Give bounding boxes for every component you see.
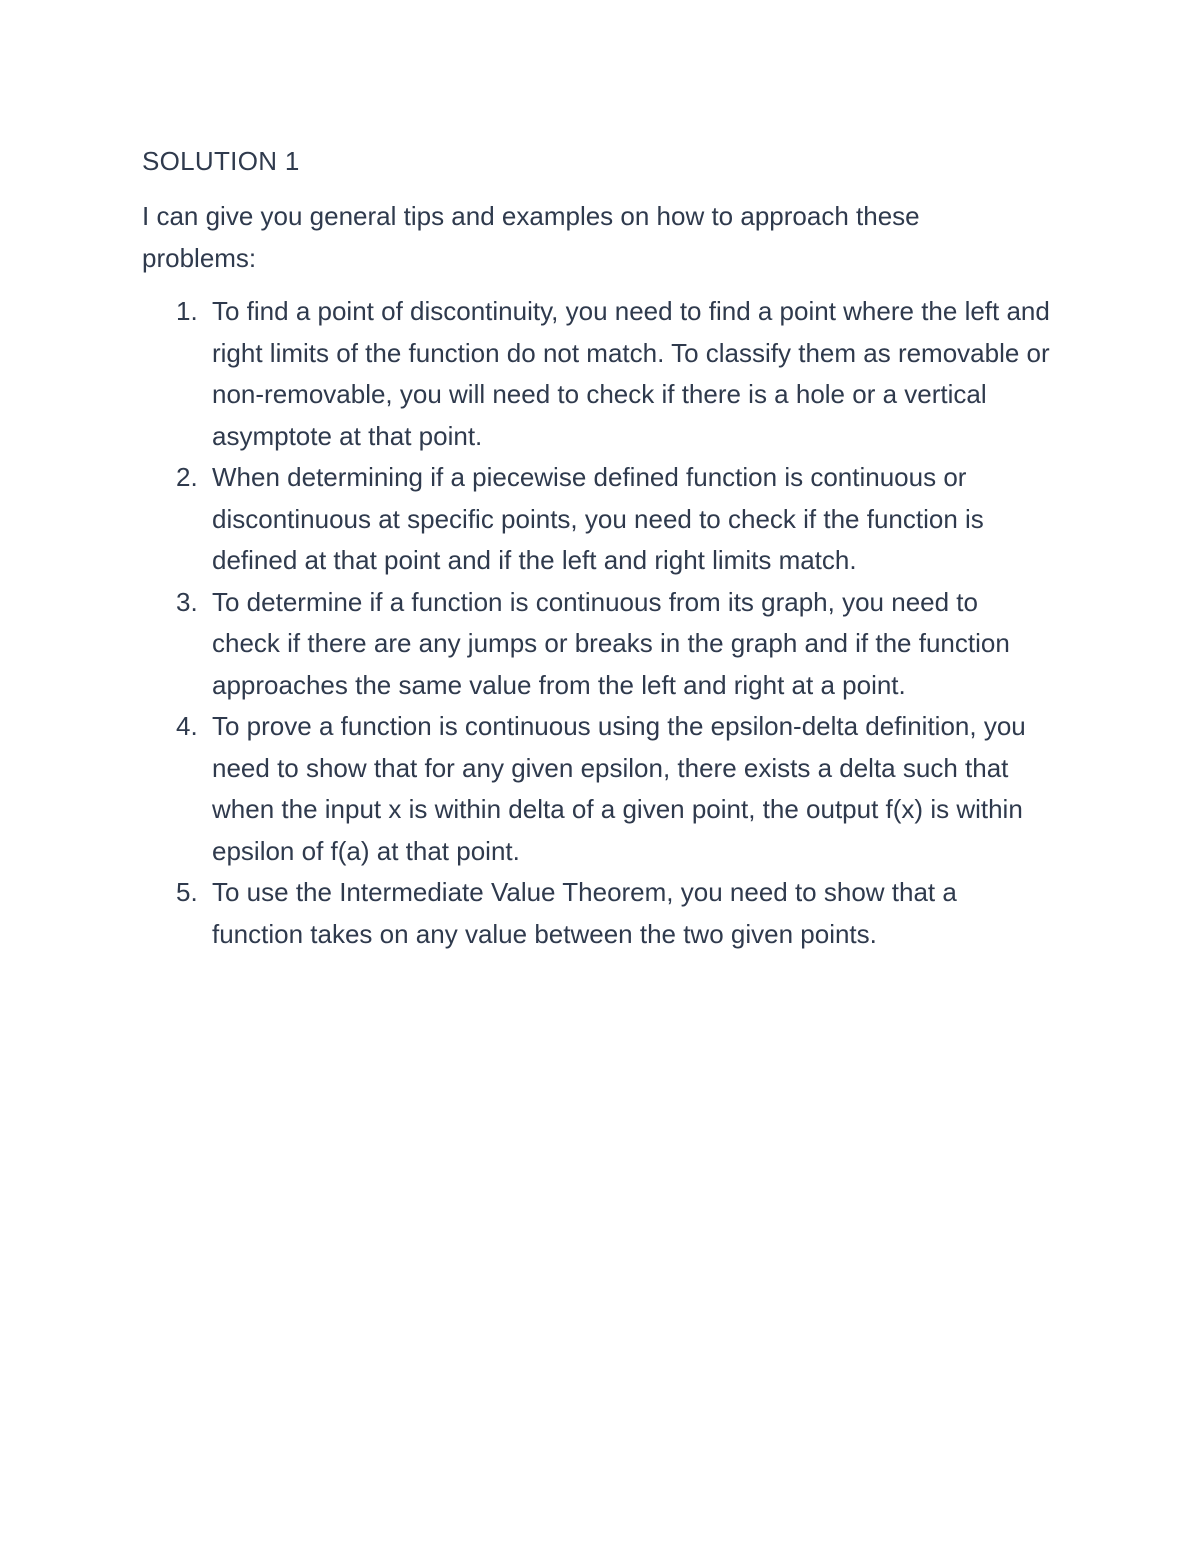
- tips-list: [142, 291, 1062, 955]
- list-item-number: 4.: [176, 711, 198, 741]
- list-item: [142, 582, 1052, 707]
- document-body: [142, 140, 1062, 955]
- list-item-text: To determine if a function is continuous from its graph, you need to check if there are any jumps or breaks in the graph and if the function approaches the same value from the left and right at a point.: [212, 586, 1010, 700]
- list-item: [142, 457, 1052, 582]
- intro-paragraph: I can give you general tips and examples on how to approach these problems:: [142, 201, 920, 273]
- list-item-number: 5.: [176, 877, 198, 907]
- list-item: [142, 872, 1052, 955]
- list-item: [142, 291, 1052, 457]
- list-item-text: To use the Intermediate Value Theorem, you need to show that a function takes on any value between the two given points.: [212, 877, 957, 949]
- list-item-number: 2.: [176, 462, 198, 492]
- list-item-text: When determining if a piecewise defined function is continuous or discontinuous at specific points, you need to check if the function is defined at that point and if the left and right limits match.: [212, 462, 984, 575]
- page-title: SOLUTION 1: [142, 146, 300, 176]
- list-item-text: To prove a function is continuous using the epsilon-delta definition, you need to show that for any given epsilon, there exists a delta such that when the input x is within delta of a given point, the output f(x) is within epsilon of f(a) at that point.: [212, 711, 1026, 866]
- list-item-number: 1.: [176, 296, 198, 326]
- list-item-text: To find a point of discontinuity, you need to find a point where the left and right limits of the function do not match. To classify them as removable or non-removable, you will need to check if there is a hole or a vertical asymptote at that point.: [212, 296, 1050, 451]
- list-item-number: 3.: [176, 586, 198, 617]
- list-item: [142, 706, 1052, 872]
